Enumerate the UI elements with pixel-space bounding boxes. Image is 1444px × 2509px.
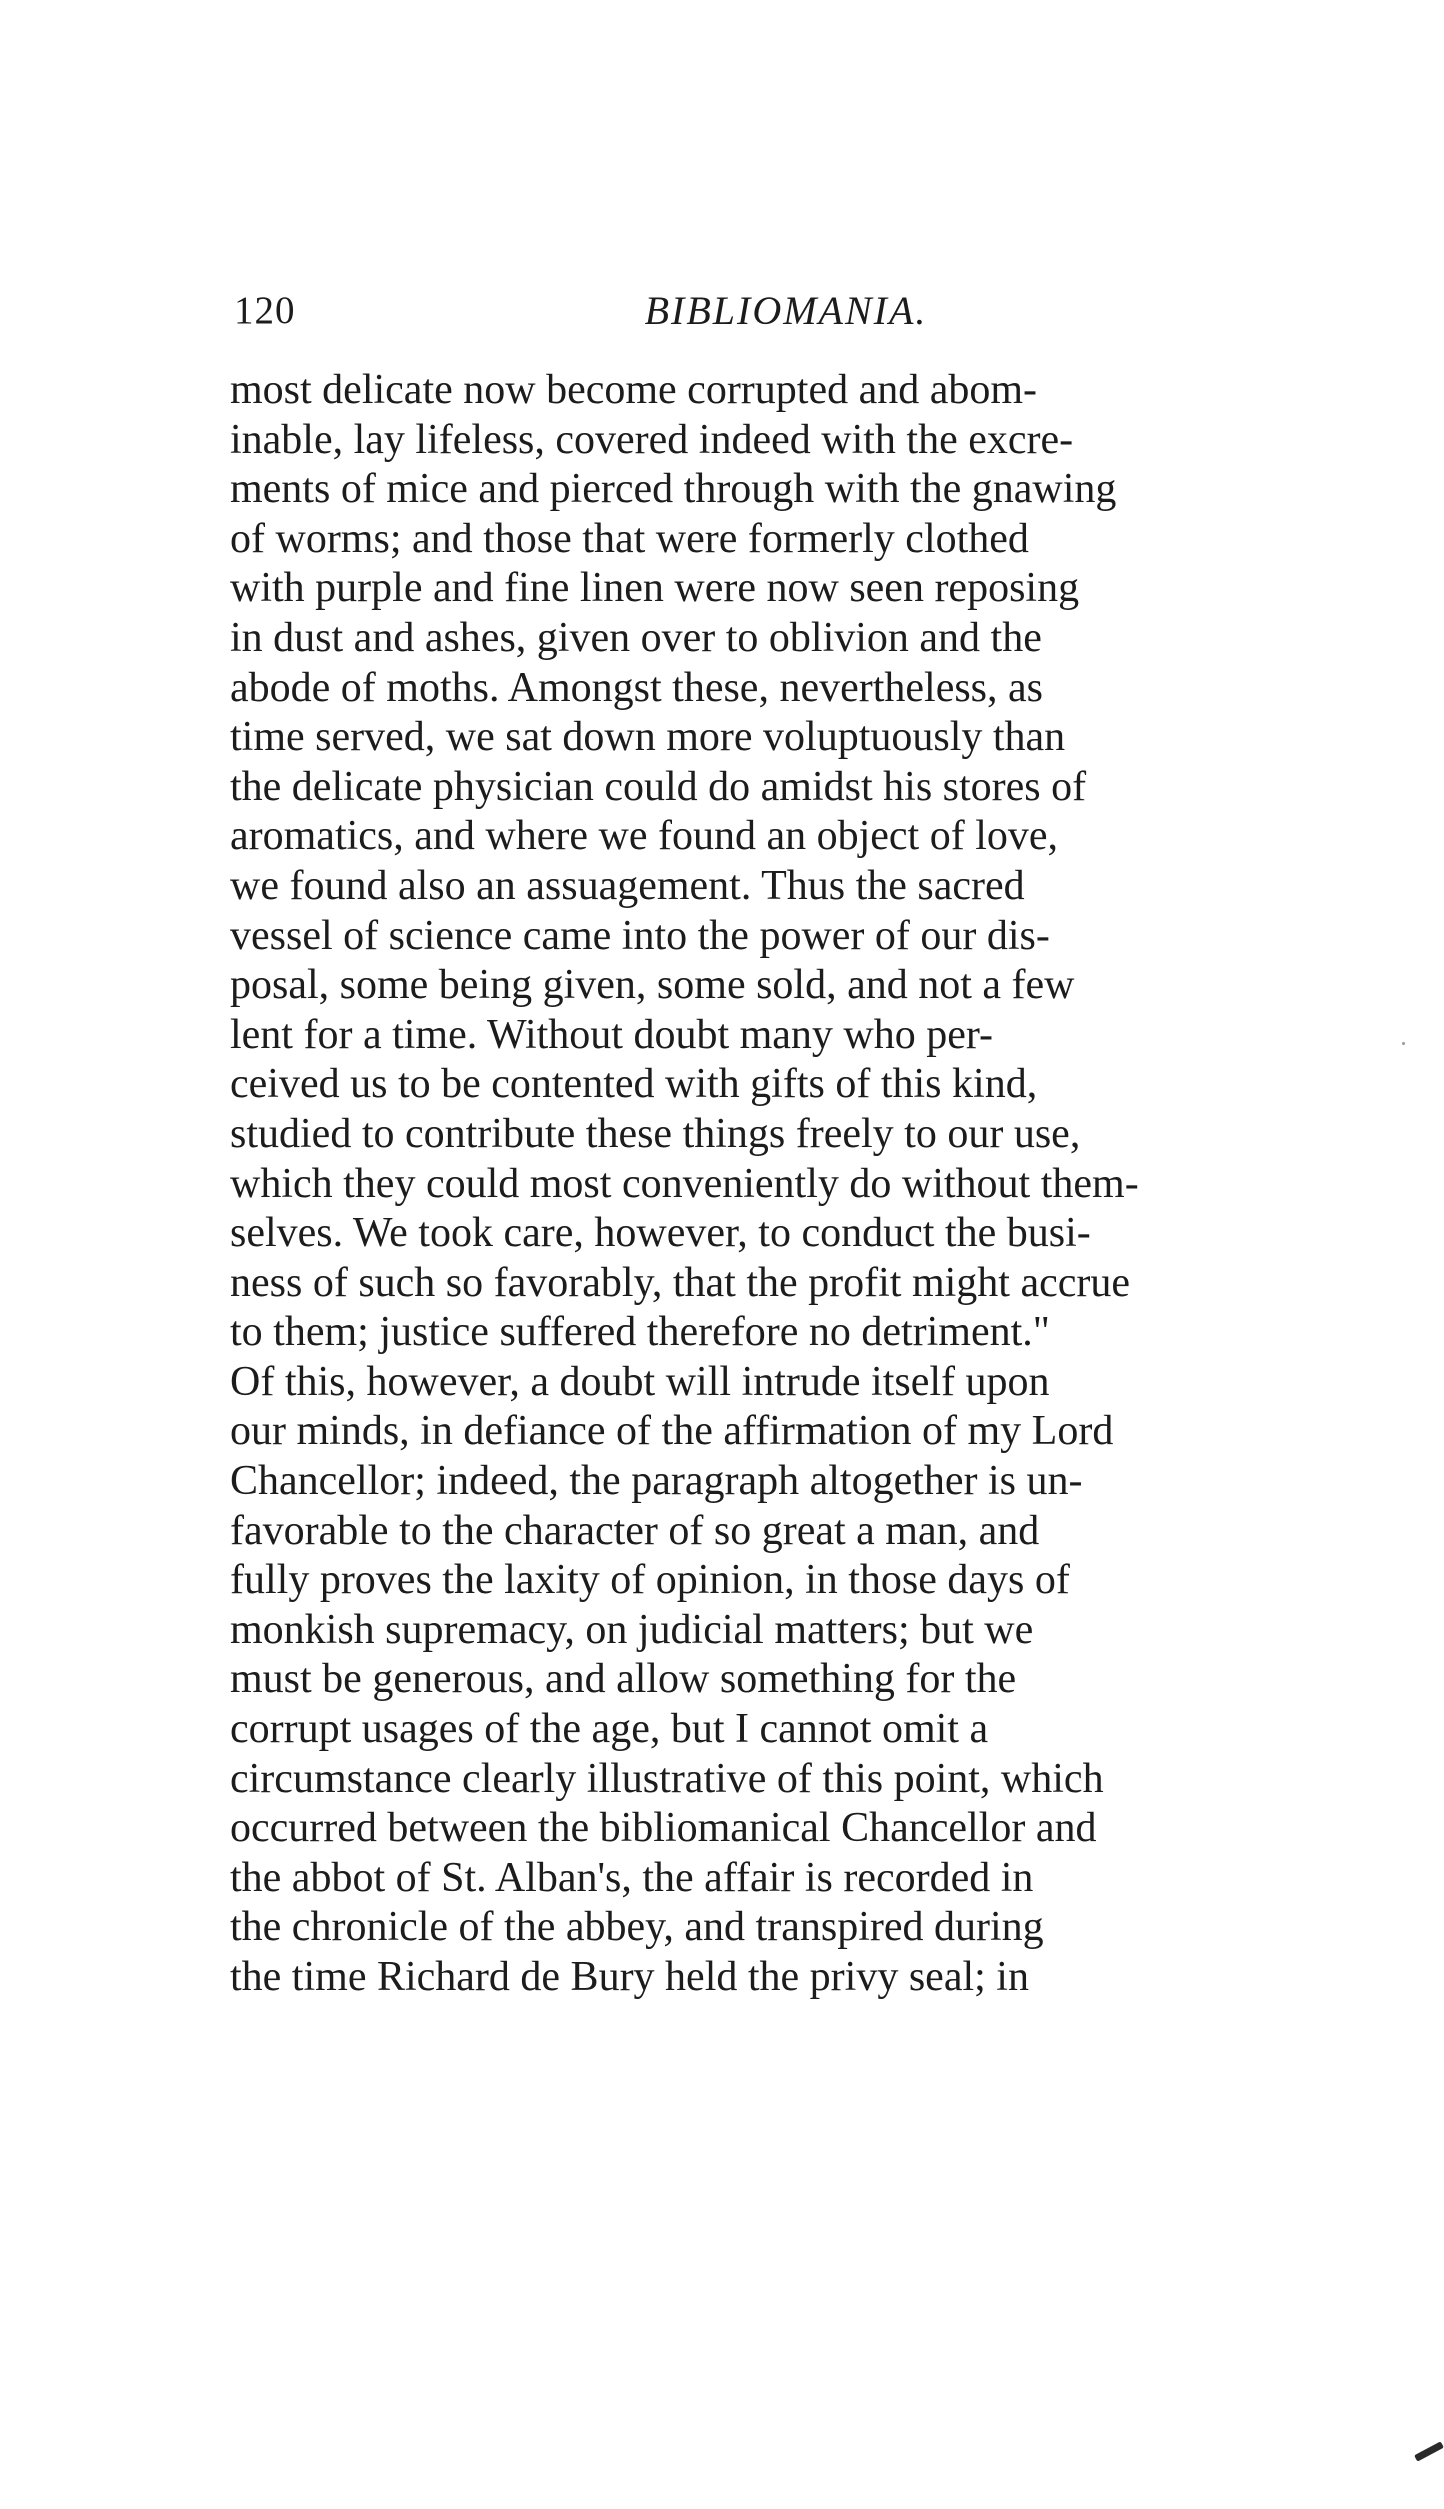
text-line: ceived us to be contented with gifts of this kind, xyxy=(230,1061,1038,1108)
text-line: our minds, in defiance of the affirmation of my Lord xyxy=(230,1408,1114,1455)
text-line: Of this, however, a doubt will intrude itself upon xyxy=(230,1358,1050,1405)
text-line: to them; justice suffered therefore no detriment." xyxy=(230,1309,1050,1356)
text-line: time served, we sat down more voluptuously than xyxy=(230,714,1066,761)
text-line: must be generous, and allow something for the xyxy=(230,1656,1017,1703)
text-line: aromatics, and where we found an object of love, xyxy=(230,813,1059,860)
text-line: the chronicle of the abbey, and transpired during xyxy=(230,1904,1044,1951)
text-line: which they could most conveniently do without them- xyxy=(230,1160,1139,1207)
text-line: lent for a time. Without doubt many who per- xyxy=(230,1011,994,1058)
running-head xyxy=(230,283,1322,339)
text-line: favorable to the character of so great a man, and xyxy=(230,1507,1040,1554)
text-line: ness of such so favorably, that the profit might accrue xyxy=(230,1259,1131,1306)
body-text xyxy=(230,366,1322,2003)
text-line: inable, lay lifeless, covered indeed with the excre- xyxy=(230,416,1074,463)
text-line: circumstance clearly illustrative of this point, which xyxy=(230,1755,1104,1802)
text-line: with purple and fine linen were now seen reposing xyxy=(230,565,1080,612)
text-line: vessel of science came into the power of our dis- xyxy=(230,912,1050,959)
stray-ink-mark xyxy=(1402,1042,1405,1045)
page-edge-mark xyxy=(1414,2441,1444,2461)
running-title: BIBLIOMANIA. xyxy=(644,288,928,333)
text-line: occurred between the bibliomanical Chancellor and xyxy=(230,1805,1097,1852)
text-line: Chancellor; indeed, the paragraph altogether is un- xyxy=(230,1458,1083,1505)
text-line: the time Richard de Bury held the privy seal; in xyxy=(230,1954,1029,2000)
text-line: posal, some being given, some sold, and not a few xyxy=(230,962,1075,1009)
page-number: 120 xyxy=(234,289,296,332)
text-line: studied to contribute these things freely to our use, xyxy=(230,1110,1081,1157)
text-line: monkish supremacy, on judicial matters; but we xyxy=(230,1606,1034,1653)
text-line: the abbot of St. Alban's, the affair is recorded in xyxy=(230,1854,1034,1901)
text-line: corrupt usages of the age, but I cannot omit a xyxy=(230,1706,989,1753)
text-line: we found also an assuagement. Thus the sacred xyxy=(230,862,1025,909)
text-line: selves. We took care, however, to conduct the busi- xyxy=(230,1210,1091,1257)
text-line: of worms; and those that were formerly clothed xyxy=(230,515,1029,562)
text-line: abode of moths. Amongst these, nevertheless, as xyxy=(230,664,1044,711)
text-line: the delicate physician could do amidst his stores of xyxy=(230,763,1087,810)
text-line: most delicate now become corrupted and abom- xyxy=(230,367,1038,413)
text-line: in dust and ashes, given over to oblivion and the xyxy=(230,614,1042,661)
text-line: fully proves the laxity of opinion, in those days of xyxy=(230,1557,1070,1604)
text-line: ments of mice and pierced through with the gnawing xyxy=(230,466,1117,513)
